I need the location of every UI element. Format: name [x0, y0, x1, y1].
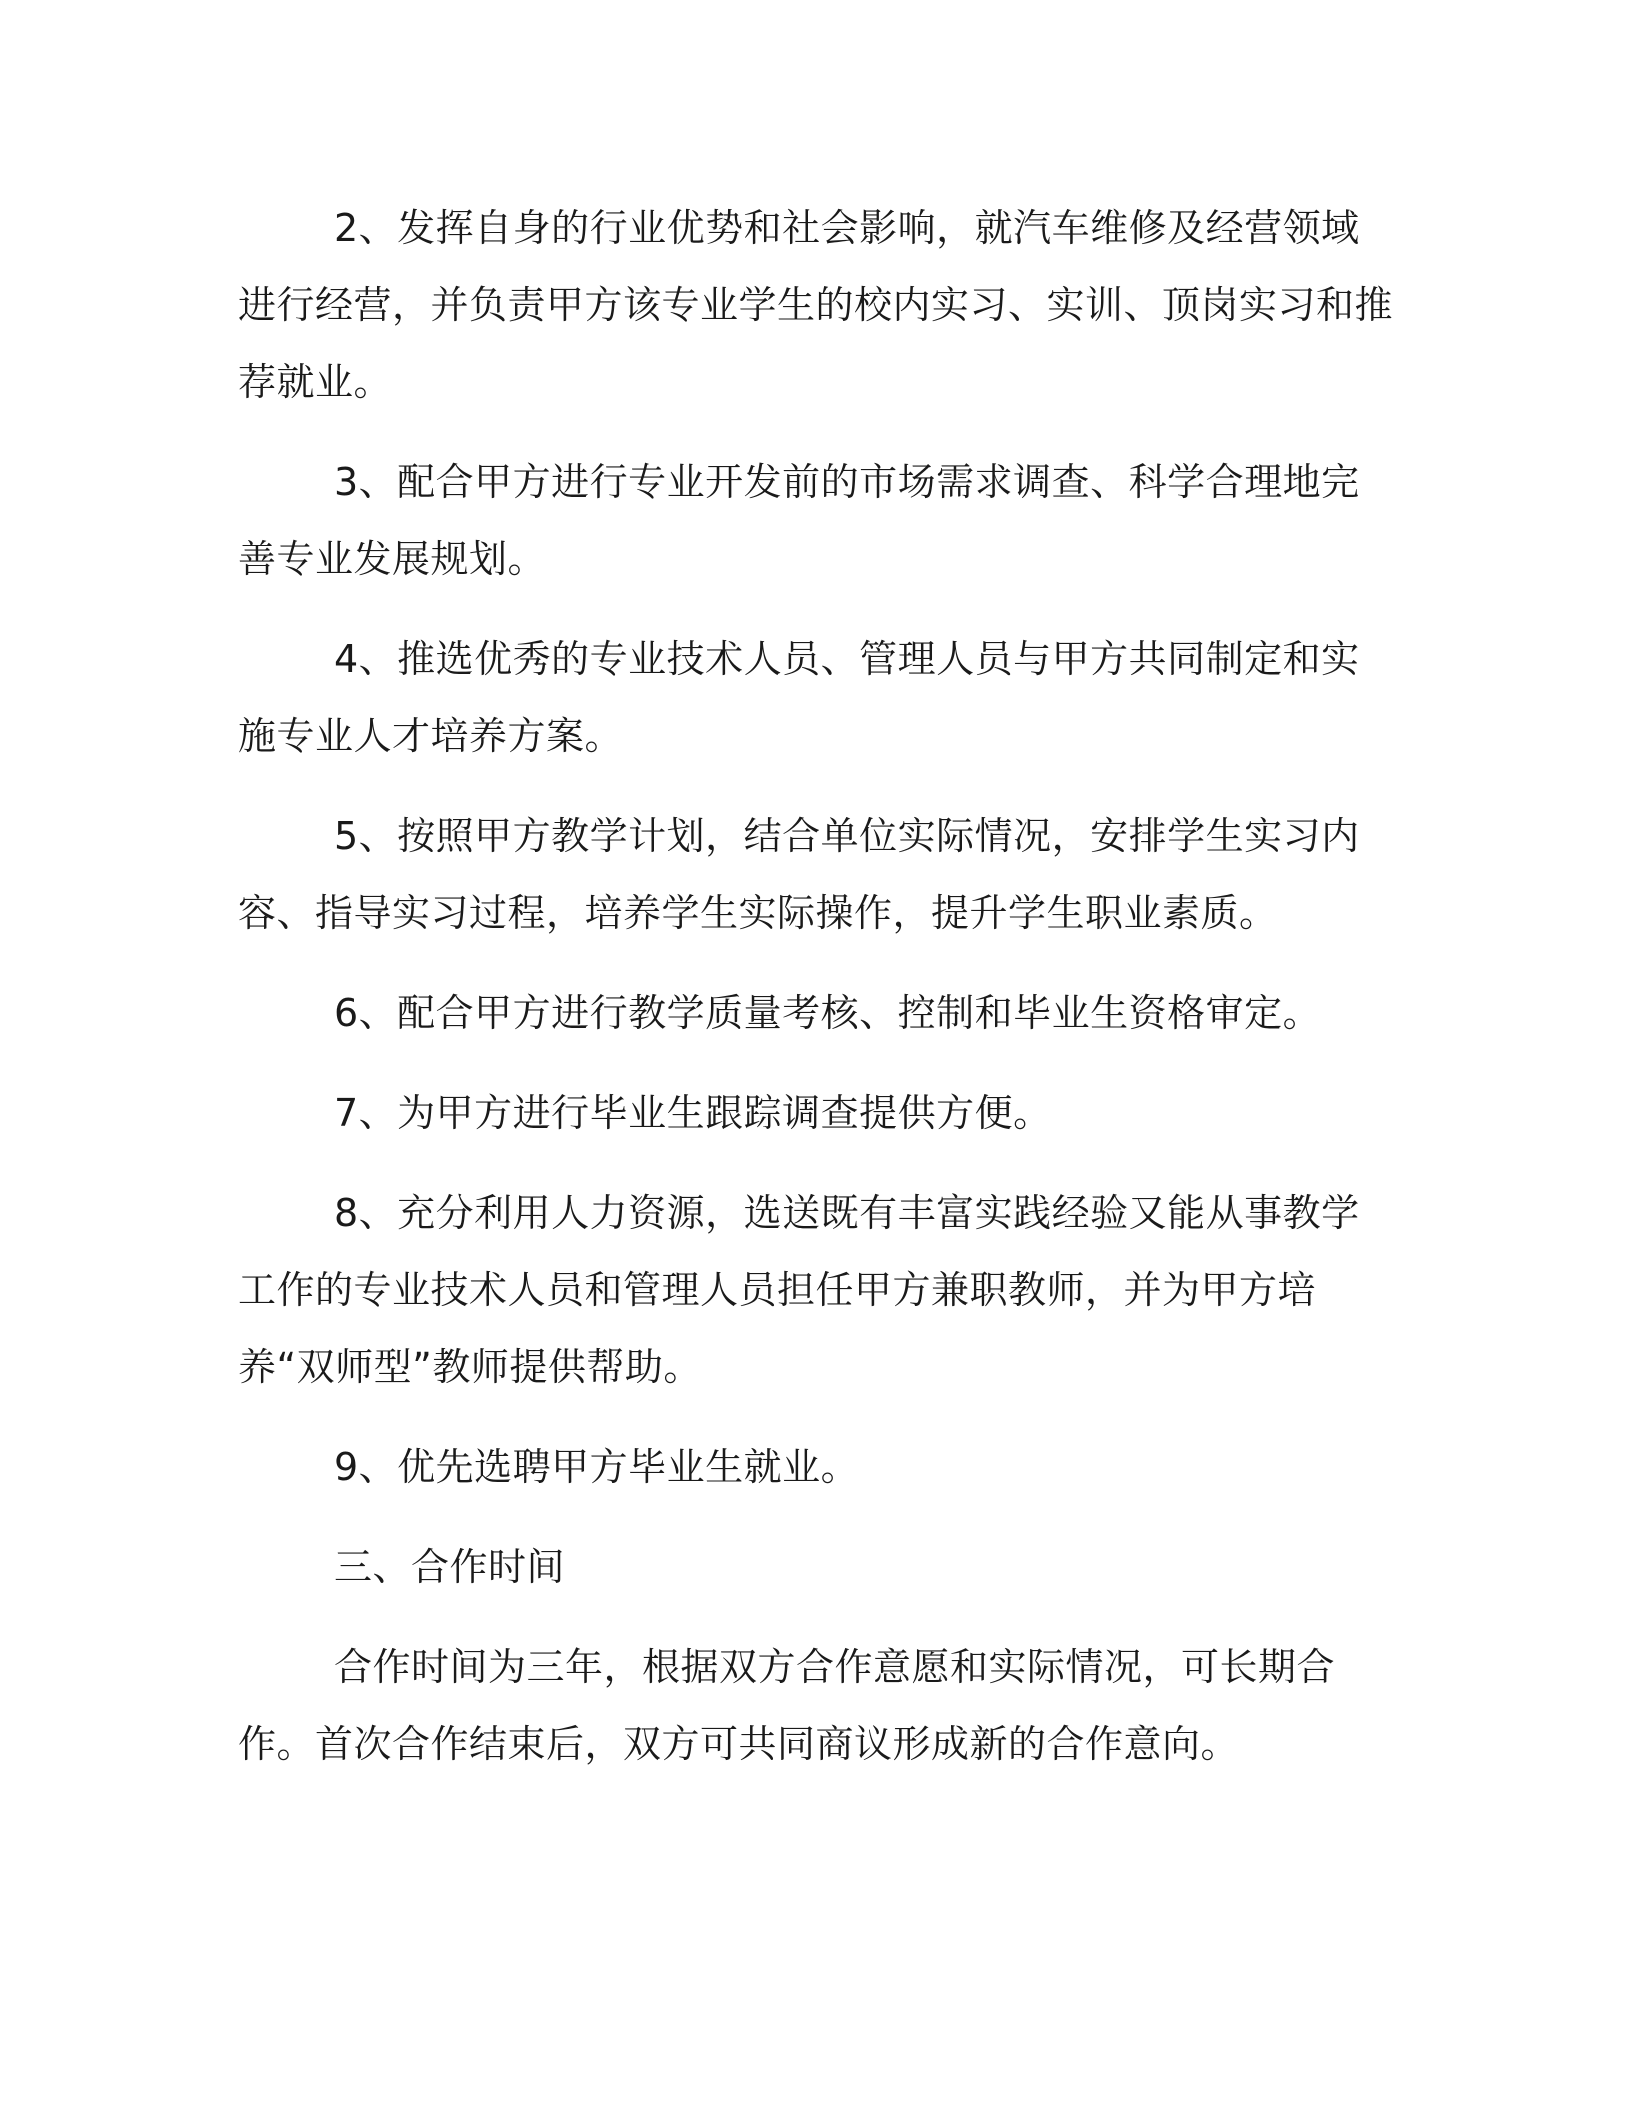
paragraph-item-2: 2、发挥自身的行业优势和社会影响，就汽车维修及经营领域进行经营，并负责甲方该专业学生的校内实习、实训、顶岗实习和推荐就业。	[238, 206, 1394, 404]
paragraph-item-3: 3、配合甲方进行专业开发前的市场需求调查、科学合理地完善专业发展规划。	[238, 460, 1360, 581]
paragraph-item-6: 6、配合甲方进行教学质量考核、控制和毕业生资格审定。	[334, 991, 1322, 1035]
paragraph-item-8: 8、充分利用人力资源，选送既有丰富实践经验又能从事教学工作的专业技术人员和管理人员担任甲方兼职教师，并为甲方培养“双师型”教师提供帮助。	[238, 1191, 1360, 1389]
paragraph-item-5: 5、按照甲方教学计划，结合单位实际情况，安排学生实习内容、指导实习过程，培养学生实际操作，提升学生职业素质。	[238, 814, 1360, 935]
paragraph-item-9: 9、优先选聘甲方毕业生就业。	[334, 1445, 860, 1489]
paragraph-cooperation-period: 合作时间为三年，根据双方合作意愿和实际情况，可长期合作。首次合作结束后，双方可共同商议形成新的合作意向。	[238, 1645, 1336, 1766]
paragraph-item-7: 7、为甲方进行毕业生跟踪调查提供方便。	[334, 1091, 1052, 1135]
document-body	[238, 190, 1398, 1806]
paragraph-item-4: 4、推选优秀的专业技术人员、管理人员与甲方共同制定和实施专业人才培养方案。	[238, 637, 1360, 758]
section-heading-cooperation-period: 三、合作时间	[334, 1545, 566, 1589]
